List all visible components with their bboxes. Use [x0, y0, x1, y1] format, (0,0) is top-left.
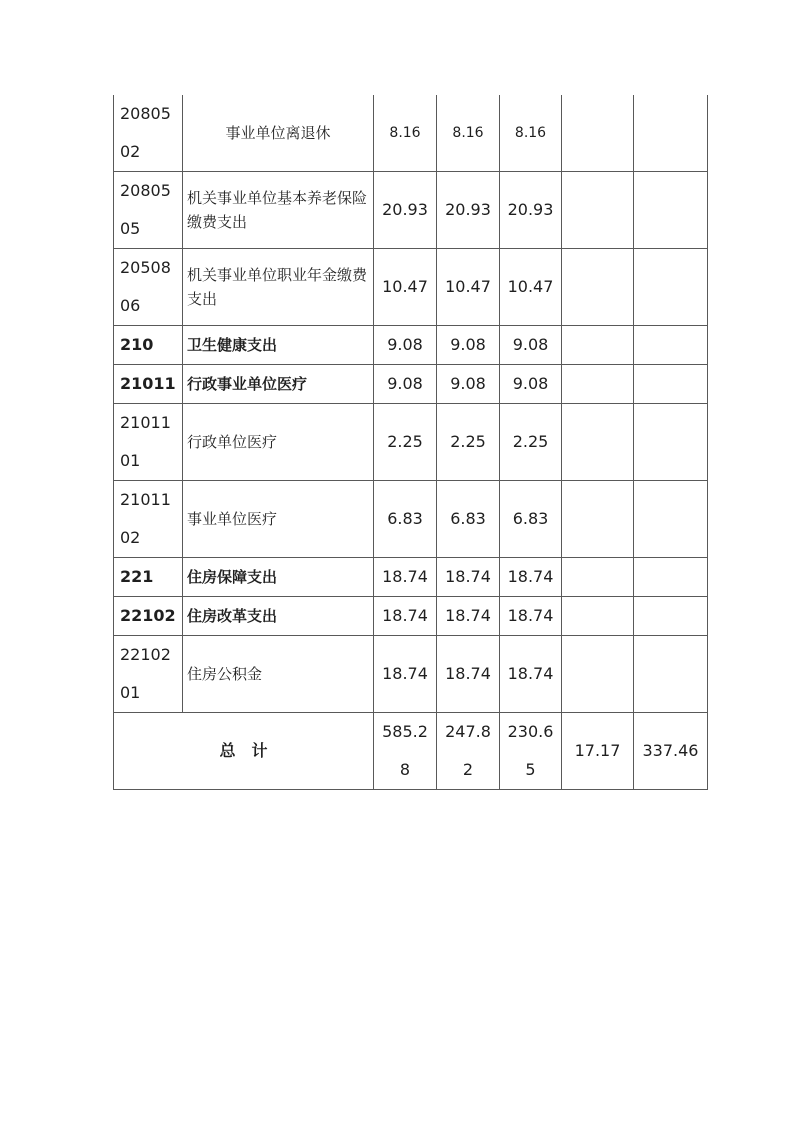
- value-cell: 9.08: [437, 365, 500, 404]
- budget-item-name-cell: 机关事业单位基本养老保险缴费支出: [183, 172, 374, 249]
- budget-item-name-cell: 机关事业单位职业年金缴费支出: [183, 249, 374, 326]
- value-cell: 20.93: [437, 172, 500, 249]
- budget-code-cell: 21011 01: [114, 404, 183, 481]
- empty-value-cell: [562, 597, 634, 636]
- value-cell: 9.08: [437, 326, 500, 365]
- budget-item-name-cell: 事业单位医疗: [183, 481, 374, 558]
- empty-value-cell: [634, 365, 708, 404]
- table-row: [114, 95, 708, 172]
- empty-value-cell: [634, 326, 708, 365]
- total-row: [114, 713, 708, 790]
- empty-value-cell: [562, 404, 634, 481]
- budget-code-cell: 20508 06: [114, 249, 183, 326]
- budget-code-cell: 210: [114, 326, 183, 365]
- budget-table: [113, 95, 708, 790]
- value-cell: 6.83: [500, 481, 562, 558]
- table-row: [114, 404, 708, 481]
- budget-code-cell: 22102 01: [114, 636, 183, 713]
- table-row: [114, 172, 708, 249]
- value-cell: 337.46: [634, 713, 708, 790]
- empty-value-cell: [634, 404, 708, 481]
- value-cell: 10.47: [500, 249, 562, 326]
- value-cell: 2.25: [500, 404, 562, 481]
- budget-item-name-cell: 行政单位医疗: [183, 404, 374, 481]
- value-cell: 20.93: [374, 172, 437, 249]
- empty-value-cell: [634, 95, 708, 172]
- empty-value-cell: [562, 481, 634, 558]
- empty-value-cell: [562, 172, 634, 249]
- value-cell: 18.74: [374, 558, 437, 597]
- empty-value-cell: [634, 172, 708, 249]
- value-cell: 17.17: [562, 713, 634, 790]
- budget-item-name-cell: 住房保障支出: [183, 558, 374, 597]
- table-row: [114, 597, 708, 636]
- value-cell: 10.47: [437, 249, 500, 326]
- value-cell: 585.28: [374, 713, 437, 790]
- value-cell: 247.82: [437, 713, 500, 790]
- empty-value-cell: [634, 597, 708, 636]
- budget-code-cell: 221: [114, 558, 183, 597]
- value-cell: 6.83: [374, 481, 437, 558]
- budget-code-cell: 21011: [114, 365, 183, 404]
- budget-table-body: [114, 95, 708, 790]
- value-cell: 9.08: [500, 365, 562, 404]
- empty-value-cell: [562, 326, 634, 365]
- table-row: [114, 326, 708, 365]
- value-cell: 18.74: [374, 597, 437, 636]
- value-cell: 2.25: [437, 404, 500, 481]
- empty-value-cell: [634, 558, 708, 597]
- empty-value-cell: [562, 365, 634, 404]
- empty-value-cell: [634, 481, 708, 558]
- budget-code-cell: 22102: [114, 597, 183, 636]
- budget-item-name-cell: 卫生健康支出: [183, 326, 374, 365]
- value-cell: 9.08: [374, 365, 437, 404]
- value-cell: 230.65: [500, 713, 562, 790]
- value-cell: 10.47: [374, 249, 437, 326]
- table-row: [114, 558, 708, 597]
- budget-item-name-cell: 住房改革支出: [183, 597, 374, 636]
- value-cell: 18.74: [500, 558, 562, 597]
- value-cell: 18.74: [500, 597, 562, 636]
- value-cell: 8.16: [500, 95, 562, 172]
- budget-item-name-cell: 行政事业单位医疗: [183, 365, 374, 404]
- empty-value-cell: [634, 249, 708, 326]
- table-row: [114, 365, 708, 404]
- empty-value-cell: [634, 636, 708, 713]
- empty-value-cell: [562, 95, 634, 172]
- value-cell: 18.74: [374, 636, 437, 713]
- value-cell: 8.16: [437, 95, 500, 172]
- value-cell: 18.74: [437, 558, 500, 597]
- total-label-cell: 总 计: [114, 713, 374, 790]
- budget-code-cell: 21011 02: [114, 481, 183, 558]
- table-row: [114, 249, 708, 326]
- value-cell: 9.08: [374, 326, 437, 365]
- value-cell: 18.74: [437, 597, 500, 636]
- empty-value-cell: [562, 558, 634, 597]
- table-row: [114, 481, 708, 558]
- budget-code-cell: 20805 02: [114, 95, 183, 172]
- value-cell: 9.08: [500, 326, 562, 365]
- budget-code-cell: 20805 05: [114, 172, 183, 249]
- budget-item-name-cell: 事业单位离退休: [183, 95, 374, 172]
- value-cell: 6.83: [437, 481, 500, 558]
- budget-item-name-cell: 住房公积金: [183, 636, 374, 713]
- empty-value-cell: [562, 636, 634, 713]
- value-cell: 8.16: [374, 95, 437, 172]
- value-cell: 18.74: [437, 636, 500, 713]
- value-cell: 18.74: [500, 636, 562, 713]
- table-row: [114, 636, 708, 713]
- value-cell: 20.93: [500, 172, 562, 249]
- empty-value-cell: [562, 249, 634, 326]
- value-cell: 2.25: [374, 404, 437, 481]
